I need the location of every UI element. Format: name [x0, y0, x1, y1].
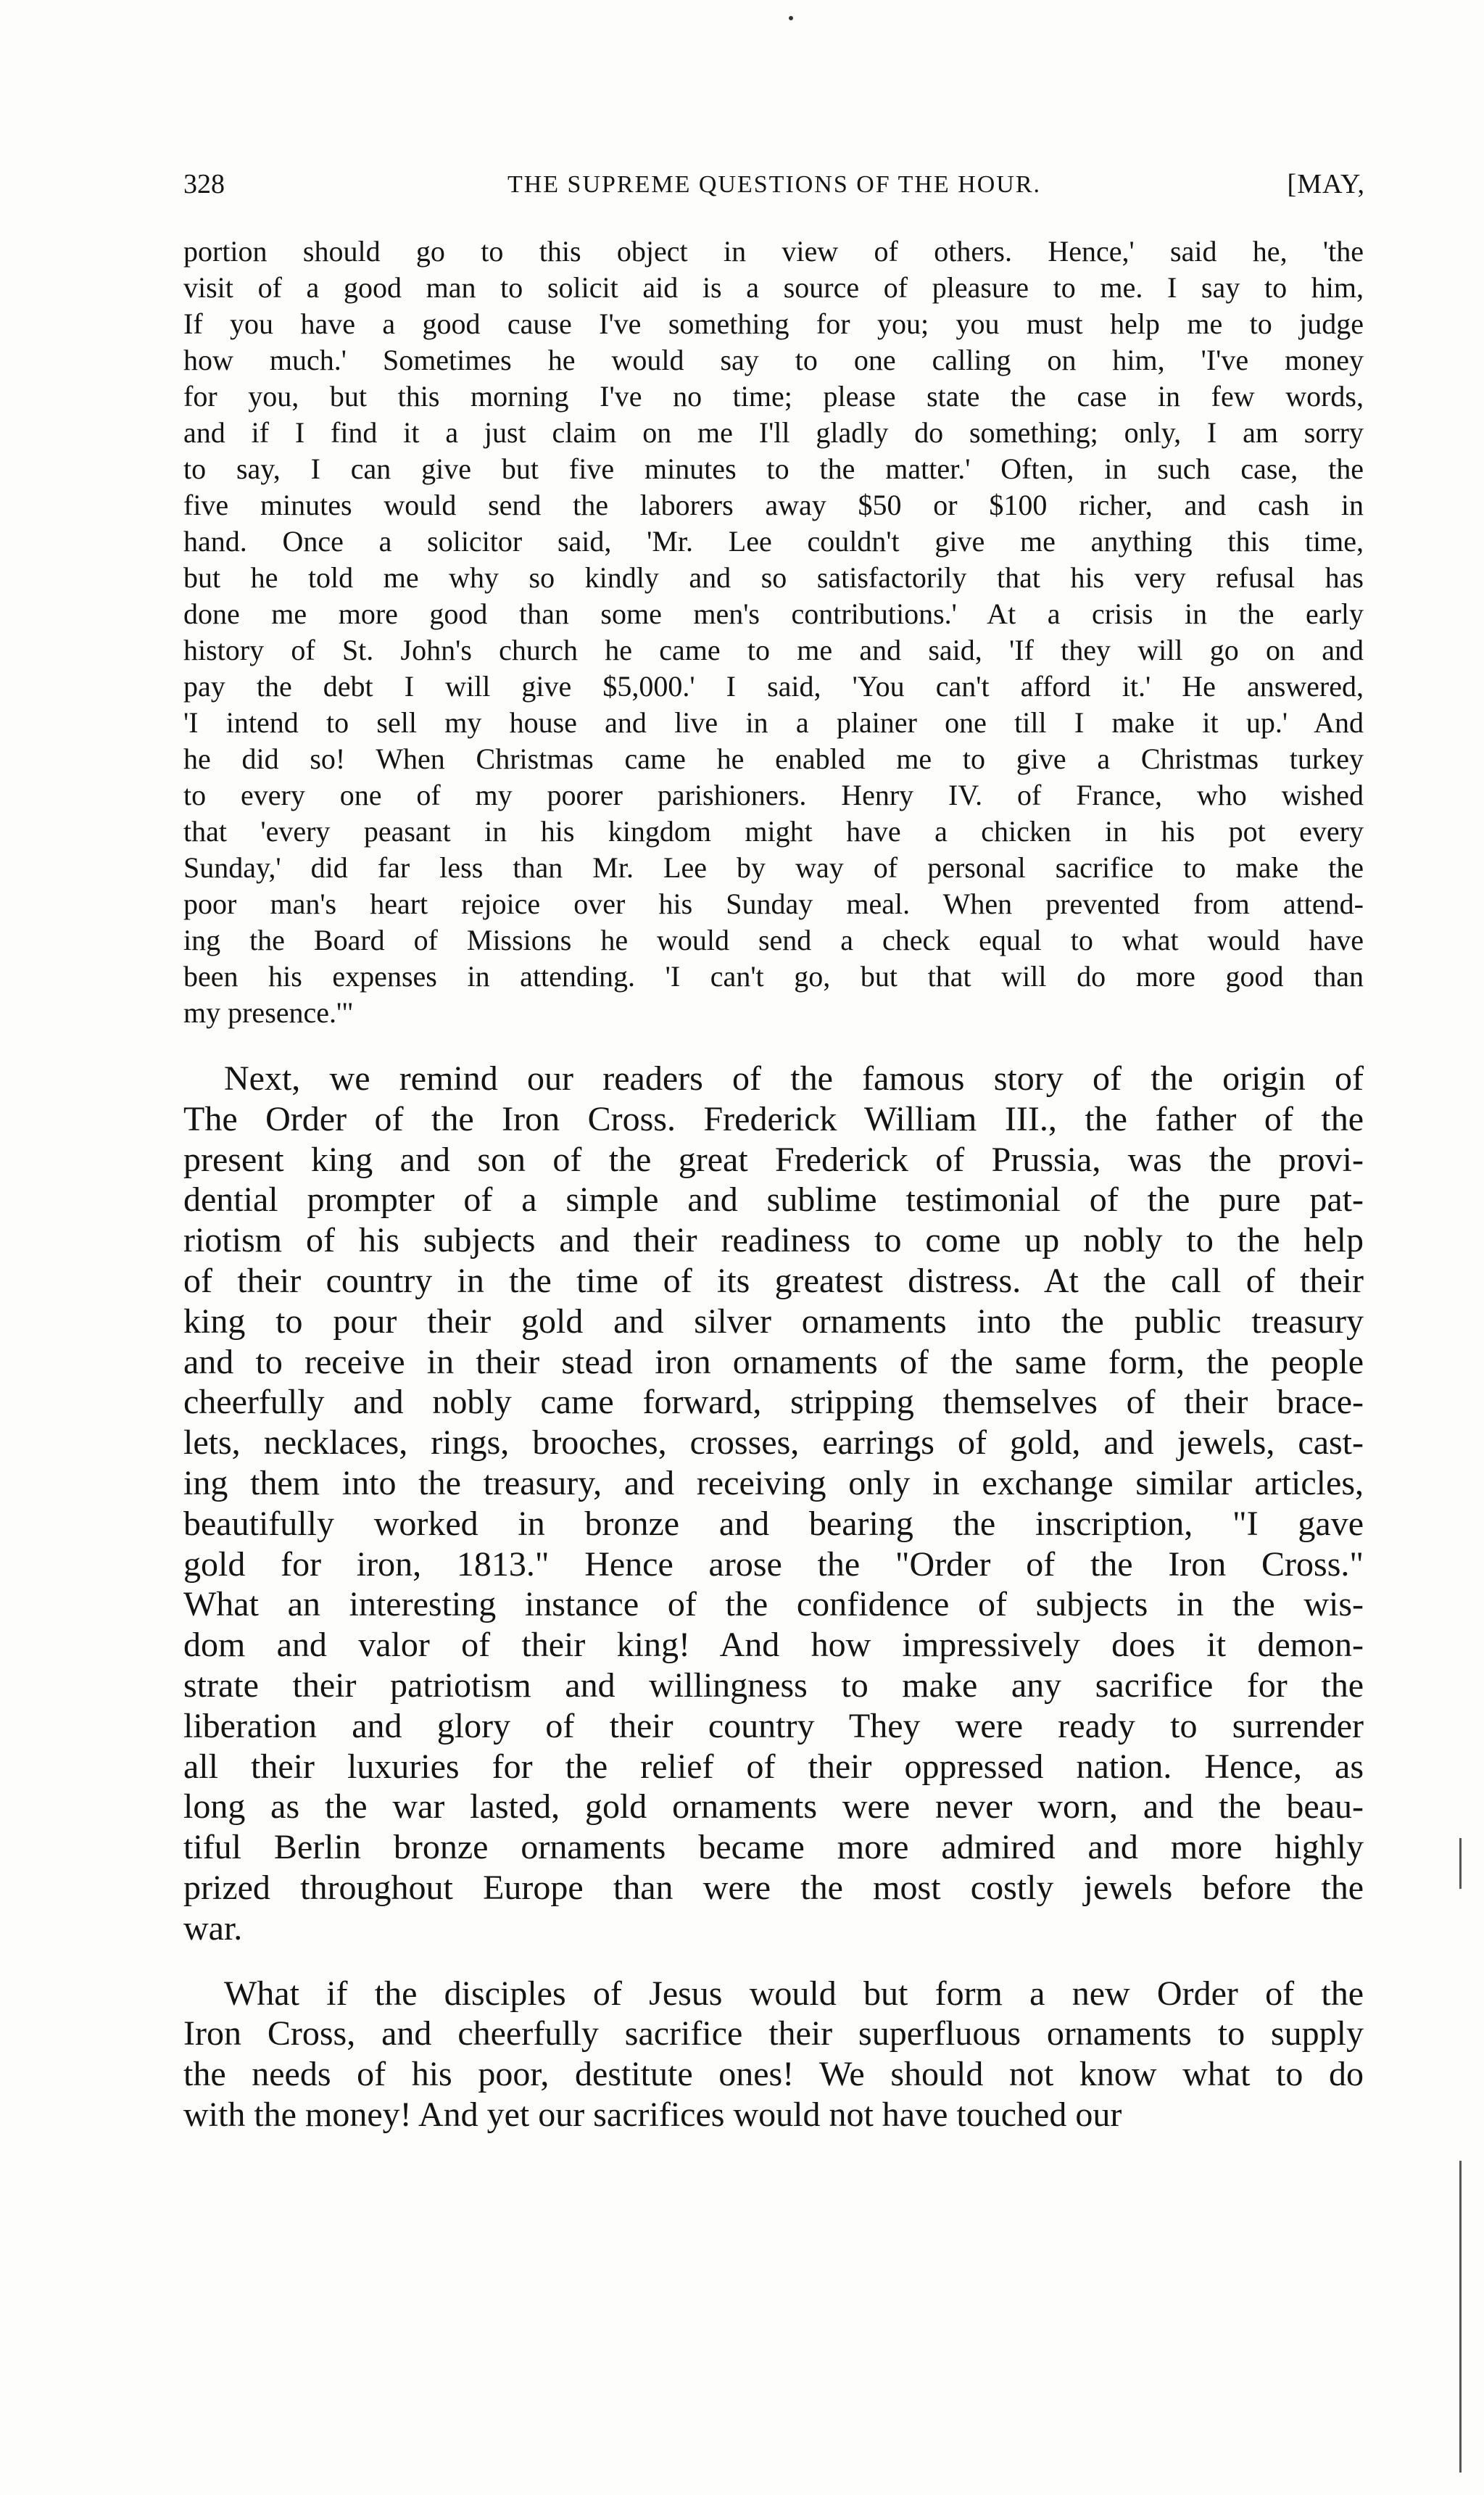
iron-cross-paragraph — [183, 1059, 1364, 1949]
text-line: tiful Berlin bronze ornaments became more admired and more highly — [183, 1828, 1364, 1867]
text-line: hand. Once a solicitor said, 'Mr. Lee couldn't give me anything this time, — [183, 525, 1364, 558]
text-line: of their country in the time of its greatest distress. At the call of their — [183, 1261, 1364, 1300]
text-line: for you, but this morning I've no time; please state the case in few words, — [183, 380, 1364, 413]
text-line: prized throughout Europe than were the most costly jewels before the — [183, 1868, 1364, 1907]
text-line: riotism of his subjects and their readiness to come up nobly to the help — [183, 1221, 1364, 1260]
running-title: THE SUPREME QUESTIONS OF THE HOUR. — [507, 171, 1042, 198]
text-line: strate their patriotism and willingness to make any sacrifice for the — [183, 1666, 1364, 1705]
page-number: 328 — [183, 169, 225, 199]
text-line: history of St. John's church he came to me and said, 'If they will go on and — [183, 634, 1364, 666]
text-line: What if the disciples of Jesus would but form a new Order of the — [224, 1974, 1364, 2013]
text-line: What an interesting instance of the confidence of subjects in the wis- — [183, 1585, 1364, 1624]
body-text — [183, 233, 1364, 2135]
text-line: Sunday,' did far less than Mr. Lee by way of personal sacrifice to make the — [183, 851, 1364, 884]
text-line: gold for iron, 1813." Hence arose the "Order of the Iron Cross." — [183, 1544, 1364, 1584]
running-month: [MAY, — [1287, 169, 1365, 199]
text-line: but he told me why so kindly and so satisfactorily that his very refusal has — [183, 561, 1364, 594]
text-line: If you have a good cause I've something for you; you must help me to judge — [183, 307, 1364, 340]
text-line: Iron Cross, and cheerfully sacrifice their superfluous ornaments to supply — [183, 2014, 1364, 2053]
text-line: cheerfully and nobly came forward, stripping themselves of their brace- — [183, 1383, 1364, 1422]
text-line: beautifully worked in bronze and bearing the inscription, "I gave — [183, 1504, 1364, 1543]
text-line: ing them into the treasury, and receiving only in exchange similar articles, — [183, 1463, 1364, 1502]
text-line: long as the war lasted, gold ornaments were never worn, and the beau- — [183, 1787, 1364, 1826]
text-line: how much.' Sometimes he would say to one calling on him, 'I've money — [183, 344, 1364, 376]
text-line: dom and valor of their king! And how impressively does it demon- — [183, 1626, 1364, 1665]
text-line: ing the Board of Missions he would send a check equal to what would have — [183, 924, 1364, 956]
text-line: visit of a good man to solicit aid is a source of pleasure to me. I say to him, — [183, 271, 1364, 304]
print-speck — [789, 16, 793, 20]
margin-rule-lower — [1459, 2161, 1462, 2473]
text-line: five minutes would send the laborers away $50 or $100 richer, and cash in — [183, 489, 1364, 521]
text-line: that 'every peasant in his kingdom might have a chicken in his pot every — [183, 815, 1364, 848]
text-line: portion should go to this object in view of others. Hence,' said he, 'the — [183, 235, 1364, 268]
text-line: The Order of the Iron Cross. Frederick William III., the father of the — [183, 1099, 1364, 1138]
quoted-letter-paragraph — [183, 233, 1364, 1031]
text-line: liberation and glory of their country They were ready to surrender — [183, 1706, 1364, 1745]
text-line: he did so! When Christmas came he enabled me to give a Christmas turkey — [183, 742, 1364, 775]
margin-rule-upper — [1459, 1838, 1462, 1889]
text-line: poor man's heart rejoice over his Sunday meal. When prevented from attend- — [183, 887, 1364, 920]
text-line: all their luxuries for the relief of their oppressed nation. Hence, as — [183, 1747, 1364, 1786]
text-line: king to pour their gold and silver ornaments into the public treasury — [183, 1302, 1364, 1341]
text-line: the needs of his poor, destitute ones! We should not know what to do — [183, 2055, 1364, 2094]
text-line: present king and son of the great Frederick of Prussia, was the provi- — [183, 1140, 1364, 1179]
text-line: lets, necklaces, rings, brooches, crosses, earrings of gold, and jewels, cast- — [183, 1423, 1364, 1462]
text-line: and if I find it a just claim on me I'll gladly do something; only, I am sorry — [183, 416, 1364, 449]
text-line: dential prompter of a simple and sublime testimonial of the pure pat- — [183, 1180, 1364, 1220]
text-line: with the money! And yet our sacrifices would not have touched our — [183, 2095, 1122, 2134]
text-line: been his expenses in attending. 'I can't go, but that will do more good than — [183, 960, 1364, 993]
text-line: Next, we remind our readers of the famous story of the origin of — [224, 1059, 1364, 1098]
text-line: war. — [183, 1908, 243, 1948]
text-line: 'I intend to sell my house and live in a plainer one till I make it up.' And — [183, 706, 1364, 739]
running-header — [183, 168, 1365, 212]
text-line: done me more good than some men's contributions.' At a crisis in the early — [183, 597, 1364, 630]
text-line: and to receive in their stead iron ornaments of the same form, the people — [183, 1342, 1364, 1381]
text-line: my presence.'" — [183, 996, 354, 1029]
text-line: to every one of my poorer parishioners. Henry IV. of France, who wished — [183, 779, 1364, 811]
disciples-paragraph — [183, 1974, 1364, 2135]
text-line: pay the debt I will give $5,000.' I said, 'You can't afford it.' He answered, — [183, 670, 1364, 703]
text-line: to say, I can give but five minutes to the matter.' Often, in such case, the — [183, 452, 1364, 485]
